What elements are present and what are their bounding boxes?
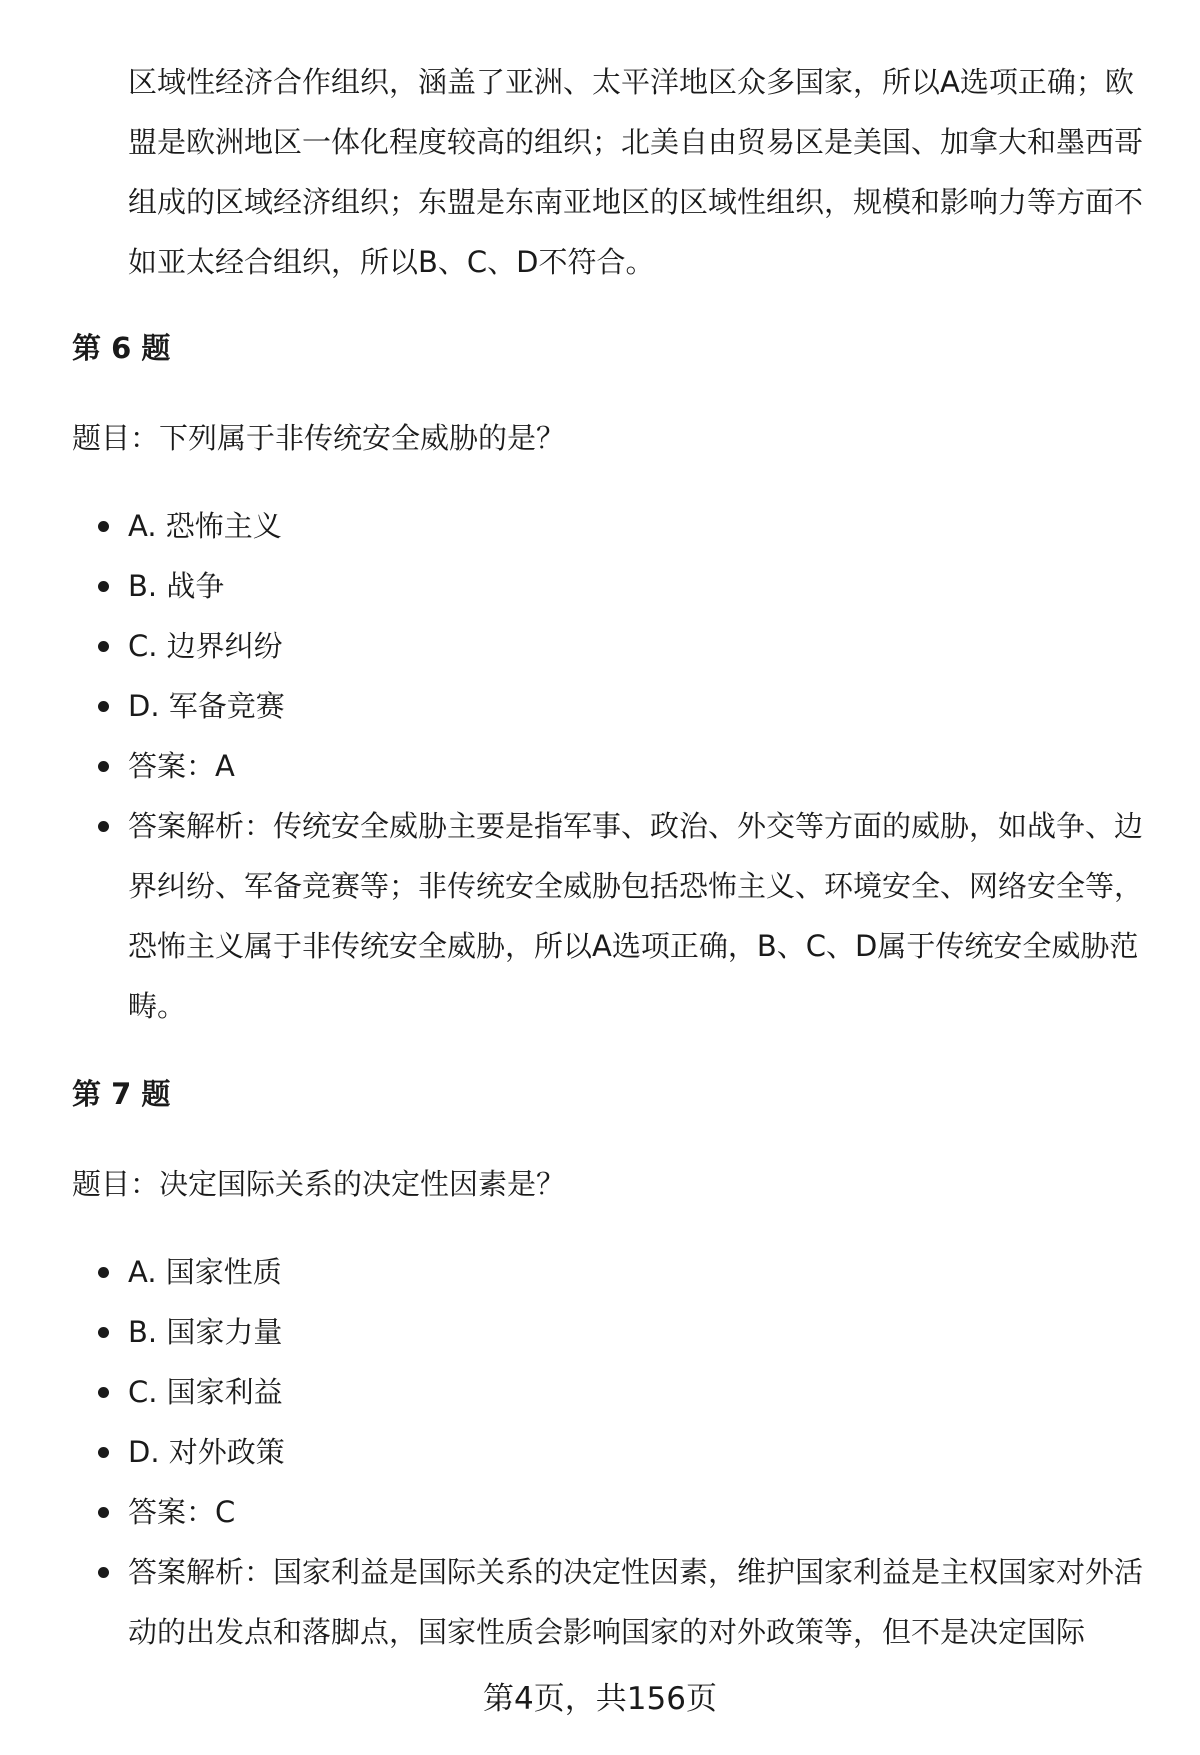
bullet-icon: [98, 1387, 109, 1398]
question-7-list: [72, 1242, 1152, 1662]
option-text: A. 恐怖主义: [128, 509, 282, 543]
bullet-icon: [98, 1267, 109, 1278]
page-number-footer: 第4页，共156页: [483, 1681, 717, 1717]
option-b: [72, 1302, 1152, 1362]
option-c: [72, 1362, 1152, 1422]
explanation-text: 答案解析：国家利益是国际关系的决定性因素，维护国家利益是主权国家对外活动的出发点和落脚点，国家性质会影响国家的对外政策等，但不是决定国际: [128, 1555, 1144, 1649]
answer: [72, 736, 1152, 796]
bullet-icon: [98, 641, 109, 652]
option-text: B. 国家力量: [128, 1315, 283, 1349]
answer-text: 答案：A: [128, 749, 235, 783]
question-7-text: 题目：决定国际关系的决定性因素是？: [72, 1167, 566, 1201]
option-d: [72, 1422, 1152, 1482]
bullet-icon: [98, 1507, 109, 1518]
answer-explanation: [72, 1542, 1152, 1662]
option-c: [72, 616, 1152, 676]
bullet-icon: [98, 1327, 109, 1338]
bullet-icon: [98, 521, 109, 532]
bullet-icon: [98, 761, 109, 772]
bullet-icon: [98, 581, 109, 592]
option-a: [72, 1242, 1152, 1302]
option-text: C. 边界纠纷: [128, 629, 283, 663]
option-text: C. 国家利益: [128, 1375, 283, 1409]
option-text: B. 战争: [128, 569, 225, 603]
option-d: [72, 676, 1152, 736]
bullet-icon: [98, 1567, 109, 1578]
explanation-text: 答案解析：传统安全威胁主要是指军事、政治、外交等方面的威胁，如战争、边界纠纷、军备竞赛等；非传统安全威胁包括恐怖主义、环境安全、网络安全等，恐怖主义属于非传统安全威胁，所以A选项正确，B、C、D属于传统安全威胁范畴。: [128, 809, 1144, 1023]
continuation-paragraph: 区域性经济合作组织，涵盖了亚洲、太平洋地区众多国家，所以A选项正确；欧盟是欧洲地区一体化程度较高的组织；北美自由贸易区是美国、加拿大和墨西哥组成的区域经济组织；东盟是东南亚地区的区域性组织，规模和影响力等方面不如亚太经合组织，所以B、C、D不符合。: [128, 65, 1144, 279]
option-b: [72, 556, 1152, 616]
option-text: A. 国家性质: [128, 1255, 282, 1289]
answer-text: 答案：C: [128, 1495, 236, 1529]
question-7-heading: 第 7 题: [72, 1077, 171, 1111]
answer-explanation: [72, 796, 1152, 1036]
option-a: [72, 496, 1152, 556]
bullet-icon: [98, 1447, 109, 1458]
bullet-icon: [98, 701, 109, 712]
question-6-list: [72, 496, 1152, 1036]
option-text: D. 军备竞赛: [128, 689, 285, 723]
answer: [72, 1482, 1152, 1542]
question-6-heading: 第 6 题: [72, 331, 171, 365]
bullet-icon: [98, 821, 109, 832]
question-6-text: 题目：下列属于非传统安全威胁的是？: [72, 421, 566, 455]
option-text: D. 对外政策: [128, 1435, 285, 1469]
